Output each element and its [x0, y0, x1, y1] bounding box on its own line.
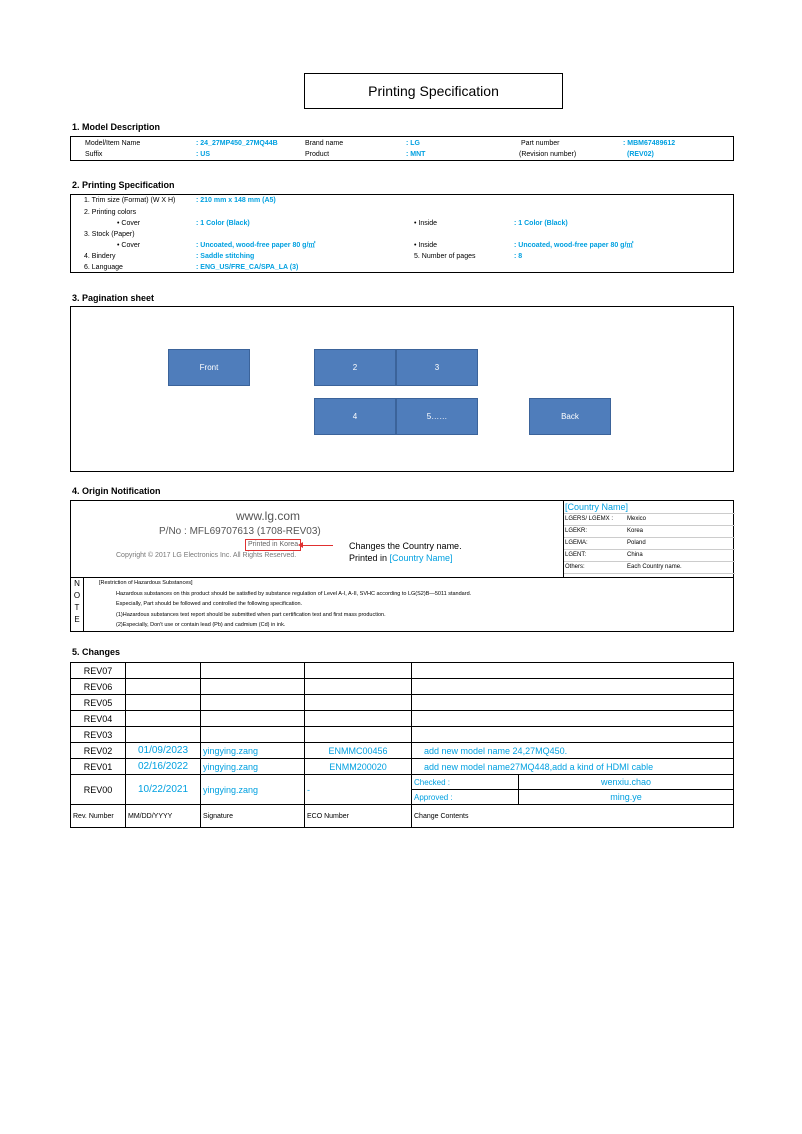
checked-label: Checked :: [412, 775, 519, 790]
content-cell: [412, 663, 734, 679]
printed-in-korea-box: Printed in Korea: [245, 539, 301, 551]
content-cell: [412, 695, 734, 711]
change-note-line1: Changes the Country name.: [349, 541, 462, 551]
brand-label: Brand name: [305, 140, 344, 147]
change-note-prefix: Printed in: [349, 553, 390, 563]
table-footer-row: [71, 805, 734, 828]
section-heading-changes: 5. Changes: [72, 647, 121, 657]
origin-copyright: Copyright © 2017 LG Electronics Inc. All Rights Reserved.: [116, 552, 297, 559]
revision-cell: REV01: [71, 759, 126, 775]
date-cell: [126, 663, 201, 679]
section-heading-origin: 4. Origin Notification: [72, 486, 161, 496]
date-cell: [126, 695, 201, 711]
pagination-sheet: [70, 306, 734, 472]
note-line: (2)Especially, Don't use or contain lead (Pb) and cadmium (Cd) in ink.: [116, 622, 286, 628]
date-cell: [126, 711, 201, 727]
revision-cell: REV06: [71, 679, 126, 695]
content-cell: add new model name27MQ448,add a kind of HDMI cable: [412, 759, 734, 775]
inside-color-label: • Inside: [414, 220, 438, 227]
section-heading-pagination: 3. Pagination sheet: [72, 293, 155, 303]
legend-code: LGEMA:: [565, 540, 588, 546]
note-lines: [99, 578, 471, 631]
checked-value: wenxiu.chao: [519, 775, 734, 790]
table-row: [71, 759, 734, 775]
cover-color-label: • Cover: [117, 220, 141, 227]
inside-stock-value: : Uncoated, wood-free paper 80 g/㎡: [514, 242, 634, 249]
eco-cell: [305, 663, 412, 679]
origin-notification-box: [70, 500, 734, 632]
approved-label: Approved :: [412, 790, 519, 805]
date-cell: [126, 679, 201, 695]
footer-rev: Rev. Number: [71, 805, 126, 828]
signature-cell: [201, 727, 305, 743]
inside-color-value: : 1 Color (Black): [514, 220, 568, 227]
rev00-eco: -: [305, 775, 412, 805]
date-cell: 02/16/2022: [126, 759, 201, 775]
content-cell: add new model name 24,27MQ450.: [412, 743, 734, 759]
legend-row: [564, 514, 735, 526]
page-back: Back: [529, 398, 611, 435]
signature-cell: yingying.zang: [201, 759, 305, 775]
change-note-country: [Country Name]: [389, 553, 453, 563]
eco-cell: [305, 711, 412, 727]
legend-country: Each Country name.: [627, 564, 682, 570]
note-letter: E: [74, 615, 80, 624]
rev00-date: 10/22/2021: [126, 775, 201, 805]
table-row: [71, 727, 734, 743]
revision-value: (REV02): [627, 151, 654, 158]
colors-label: 2. Printing colors: [84, 209, 137, 216]
note-letters: [71, 578, 83, 626]
legend-code: LGENT:: [565, 552, 587, 558]
note-line: [Restriction of Hazardous Substances]: [99, 580, 193, 586]
signature-cell: [201, 679, 305, 695]
legend-row: [564, 526, 735, 538]
revision-cell: REV03: [71, 727, 126, 743]
cover-stock-value: : Uncoated, wood-free paper 80 g/㎡: [196, 242, 316, 249]
bindery-label: 4. Bindery: [84, 253, 116, 260]
date-cell: [126, 727, 201, 743]
table-row: [71, 743, 734, 759]
origin-part-number: P/No : MFL69707613 (1708-REV03): [159, 526, 321, 537]
trim-label: 1. Trim size (Format) (W X H): [84, 197, 176, 204]
footer-date: MM/DD/YYYY: [126, 805, 201, 828]
legend-row: [564, 538, 735, 550]
eco-cell: ENMMC00456: [305, 743, 412, 759]
revision-cell: REV02: [71, 743, 126, 759]
page-2: 2: [314, 349, 396, 386]
legend-title: [Country Name]: [564, 501, 735, 514]
note-letter-column: [71, 578, 84, 631]
revision-cell: REV04: [71, 711, 126, 727]
note-line: Hazardous substances on this product should be satisfied by substance regulation of Level A-I, A-II, SVHC according to LG(S2)B—5011 standard.: [116, 590, 472, 597]
stock-label: 3. Stock (Paper): [84, 231, 135, 238]
content-cell: [412, 727, 734, 743]
revision-cell: REV07: [71, 663, 126, 679]
legend-row: [564, 562, 735, 574]
table-row-rev00-checked: [71, 775, 734, 790]
changes-table: [70, 662, 734, 828]
model-value: : 24_27MP450_27MQ44B: [196, 140, 278, 147]
section-heading-printing: 2. Printing Specification: [72, 180, 175, 190]
footer-eco: ECO Number: [305, 805, 412, 828]
page-title: Printing Specification: [304, 73, 563, 109]
note-letter: O: [73, 591, 81, 600]
signature-cell: [201, 711, 305, 727]
model-description-box: [70, 136, 734, 161]
table-row: [71, 695, 734, 711]
eco-cell: [305, 727, 412, 743]
content-cell: [412, 679, 734, 695]
table-row: [71, 711, 734, 727]
change-note-line2: [349, 553, 453, 563]
content-cell: [412, 711, 734, 727]
legend-rows: [564, 514, 735, 574]
note-letter: T: [74, 603, 80, 612]
inside-stock-label: • Inside: [414, 242, 438, 249]
note-line: Especially, Part should be followed and controlled the following specification.: [116, 601, 303, 607]
page-5: 5……: [396, 398, 478, 435]
signature-cell: yingying.zang: [201, 743, 305, 759]
printing-spec-box: [70, 194, 734, 273]
note-line: (1)Hazardous substances test report should be submitted when part certification test and first mass production.: [116, 611, 386, 618]
language-label: 6. Language: [84, 264, 123, 271]
signature-cell: [201, 695, 305, 711]
page-3: 3: [396, 349, 478, 386]
model-label: Model/Item Name: [85, 140, 141, 147]
legend-row: [564, 550, 735, 562]
legend-code: LGERS/ LGEMX :: [565, 516, 614, 522]
rev00-signature: yingying.zang: [201, 775, 305, 805]
rev00-number: REV00: [71, 775, 126, 805]
country-legend: [563, 501, 735, 577]
language-value: : ENG_US/FRE_CA/SPA_LA (3): [196, 264, 299, 271]
pages-label: 5. Number of pages: [414, 253, 476, 260]
suffix-value: : US: [196, 151, 210, 158]
pointer-arrow-line: [301, 545, 333, 546]
page-4: 4: [314, 398, 396, 435]
legend-country: Poland: [627, 540, 646, 546]
revision-cell: REV05: [71, 695, 126, 711]
revision-label: (Revision number): [519, 151, 577, 158]
legend-code: Others:: [565, 564, 585, 570]
date-cell: 01/09/2023: [126, 743, 201, 759]
part-value: : MBM67489612: [623, 140, 676, 147]
product-label: Product: [305, 151, 330, 158]
section-heading-model: 1. Model Description: [72, 122, 161, 132]
origin-url: www.lg.com: [236, 509, 301, 523]
footer-content: Change Contents: [412, 805, 734, 828]
cover-stock-label: • Cover: [117, 242, 141, 249]
legend-country: China: [627, 552, 643, 558]
product-value: : MNT: [406, 151, 426, 158]
cover-color-value: : 1 Color (Black): [196, 220, 250, 227]
table-row: [71, 679, 734, 695]
legend-country: Mexico: [627, 516, 647, 522]
suffix-label: Suffix: [85, 151, 103, 158]
trim-value: : 210 mm x 148 mm (A5): [196, 197, 276, 204]
eco-cell: ENMM200020: [305, 759, 412, 775]
pages-value: : 8: [514, 253, 523, 260]
page-front: Front: [168, 349, 250, 386]
arrow-icon: [298, 542, 303, 548]
part-label: Part number: [521, 140, 560, 147]
legend-country: Korea: [627, 528, 644, 534]
legend-code: LGEKR:: [565, 528, 588, 534]
note-letter: N: [74, 579, 80, 588]
approved-value: ming.ye: [519, 790, 734, 805]
signature-cell: [201, 663, 305, 679]
footer-signature: Signature: [201, 805, 305, 828]
table-row: [71, 663, 734, 679]
eco-cell: [305, 679, 412, 695]
brand-value: : LG: [406, 140, 420, 147]
bindery-value: : Saddle stitching: [196, 253, 255, 260]
eco-cell: [305, 695, 412, 711]
